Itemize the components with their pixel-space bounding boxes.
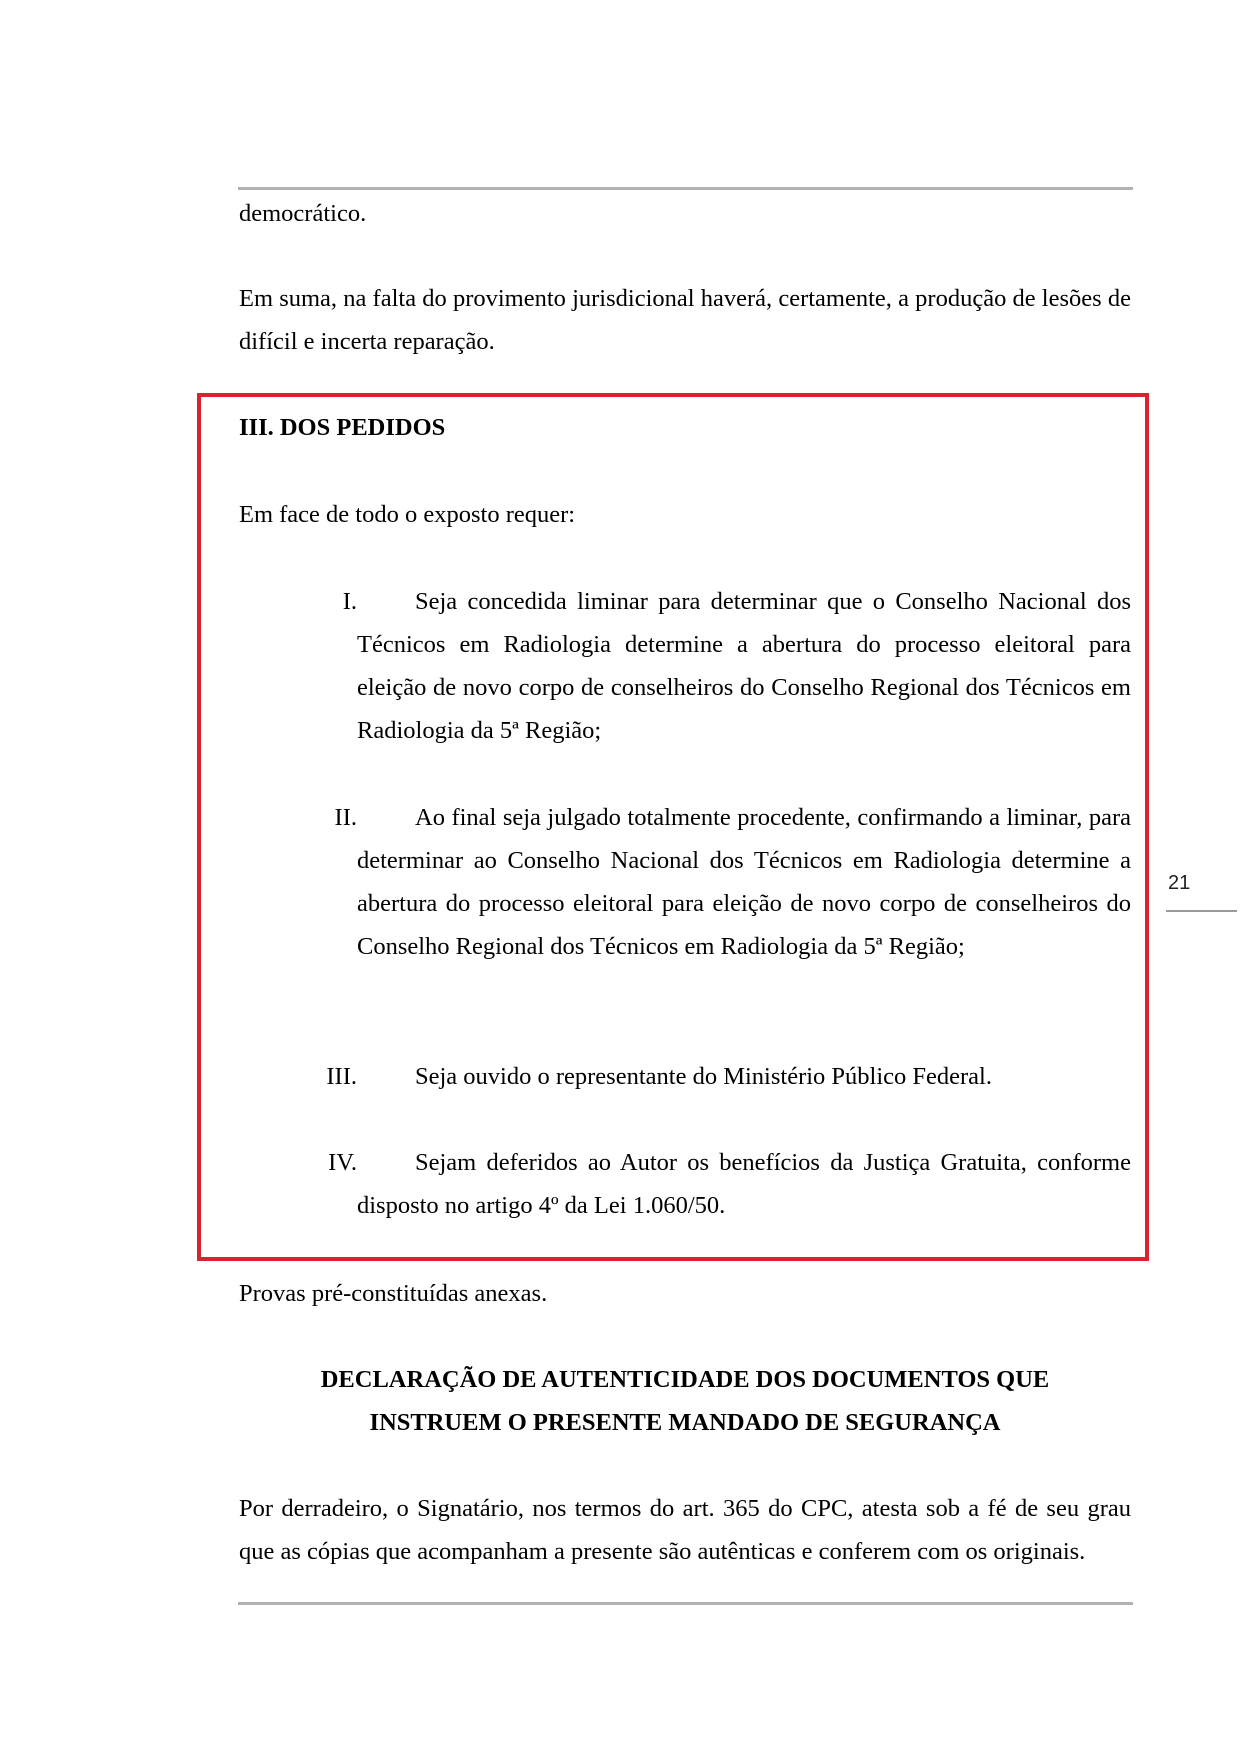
evidence-note: Provas pré-constituídas anexas. — [239, 1280, 548, 1307]
request-number: I. — [342, 588, 357, 615]
request-item-4 — [328, 1141, 1131, 1227]
request-number: II. — [334, 804, 357, 831]
declaration-text: Por derradeiro, o Signatário, nos termos do art. 365 do CPC, atesta sob a fé de seu grau que as cópias que acompanham a presente são autênticas e conferem com os originais. — [239, 1495, 1131, 1565]
request-item-1 — [342, 580, 1131, 752]
page-number-rule — [1166, 910, 1237, 912]
declaration-title-line1: DECLARAÇÃO DE AUTENTICIDADE DOS DOCUMENTOS QUE — [320, 1366, 1050, 1393]
footer-rule — [238, 1602, 1133, 1605]
section-intro: Em face de todo o exposto requer: — [239, 501, 576, 528]
request-item-2 — [334, 796, 1131, 968]
request-text: Seja concedida liminar para determinar que o Conselho Nacional dos Técnicos em Radiologia determine a abertura do processo eleitoral para eleição de novo corpo de conselheiros do Conselho Regional dos Técnicos em Radiologia da 5ª Região; — [357, 588, 1131, 744]
section-heading: III. DOS PEDIDOS — [239, 414, 446, 441]
request-item-3 — [326, 1055, 1131, 1098]
request-text: Seja ouvido o representante do Ministério Público Federal. — [415, 1063, 992, 1090]
request-text: Sejam deferidos ao Autor os benefícios da Justiça Gratuita, conforme disposto no artigo 4º da Lei 1.060/50. — [357, 1149, 1131, 1219]
declaration-title-line2: INSTRUEM O PRESENTE MANDADO DE SEGURANÇA — [369, 1409, 1001, 1436]
continued-text: democrático. — [239, 200, 367, 227]
header-rule — [238, 187, 1133, 190]
summary-paragraph: Em suma, na falta do provimento jurisdicional haverá, certamente, a produção de lesões de difícil e incerta reparação. — [239, 285, 1131, 355]
request-text: Ao final seja julgado totalmente procedente, confirmando a liminar, para determinar ao Conselho Nacional dos Técnicos em Radiologia determine a abertura do processo eleitoral para eleição de novo corpo de conselheiros do Conselho Regional dos Técnicos em Radiologia da 5ª Região; — [357, 804, 1131, 960]
request-number: IV. — [328, 1149, 357, 1176]
request-number: III. — [326, 1063, 357, 1090]
page-number: 21 — [1168, 872, 1191, 894]
